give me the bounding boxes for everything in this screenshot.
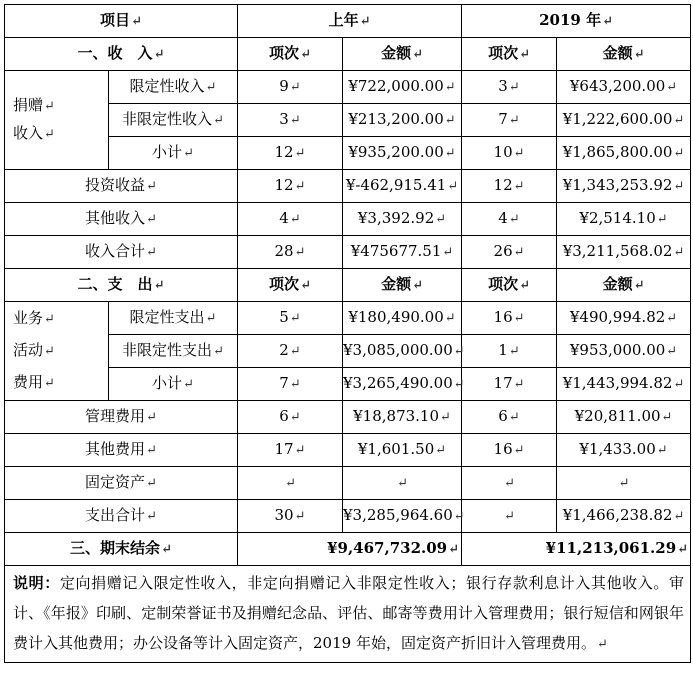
- prev-amount: ¥1,601.50↵: [343, 434, 462, 467]
- expense-header-row: [5, 269, 691, 302]
- prev-amount: ¥3,265,490.00↵: [343, 368, 462, 401]
- prev-amount: ¥3,285,964.60↵: [343, 500, 462, 533]
- row-label: 小计↵: [109, 368, 238, 401]
- row-label: 投资收益↵: [5, 170, 238, 203]
- header-row: [5, 5, 691, 38]
- income-prev-count-header: 项次↵: [238, 38, 343, 71]
- cur-amount: ¥3,211,568.02↵: [557, 236, 691, 269]
- prev-amount: ¥935,200.00↵: [343, 137, 462, 170]
- prev-amount: ↵: [343, 467, 462, 500]
- expense-prev-amount-header: 金额↵: [343, 269, 462, 302]
- expense-cur-amount-header: 金额↵: [557, 269, 691, 302]
- note-text: 说明：定向捐赠记入限定性收入，非定向捐赠记入非限定性收入；银行存款利息计入其他收入。审计、《年报》印刷、定制荣誉证书及捐赠纪念品、评估、邮寄等费用计入管理费用；银行短信和网银年费计入其他费用；办公设备等计入固定资产，2019 年始，固定资产折旧计入管理费用。↵: [5, 566, 691, 663]
- income-header-row: [5, 38, 691, 71]
- table-row: [5, 302, 691, 335]
- prev-count: 9↵: [238, 71, 343, 104]
- cur-count: 26↵: [462, 236, 557, 269]
- cur-amount: ¥1,865,800.00↵: [557, 137, 691, 170]
- cur-count: 10↵: [462, 137, 557, 170]
- row-label: 管理费用↵: [5, 401, 238, 434]
- expense-prev-count-header: 项次↵: [238, 269, 343, 302]
- business-expense-group-label: 业务↵ 活动↵ 费用↵: [5, 302, 109, 401]
- table-row: [5, 434, 691, 467]
- row-label: 限定性支出↵: [109, 302, 238, 335]
- prev-count: 12↵: [238, 137, 343, 170]
- income-cur-count-header: 项次↵: [462, 38, 557, 71]
- prev-count: 4↵: [238, 203, 343, 236]
- prev-count: 28↵: [238, 236, 343, 269]
- cur-count: 16↵: [462, 434, 557, 467]
- cur-count: 4↵: [462, 203, 557, 236]
- prev-amount: ¥3,392.92↵: [343, 203, 462, 236]
- header-current-year: 2019 年↵: [462, 5, 691, 38]
- expense-cur-count-header: 项次↵: [462, 269, 557, 302]
- row-label: 固定资产↵: [5, 467, 238, 500]
- table-row: [5, 71, 691, 104]
- income-cur-amount-header: 金额↵: [557, 38, 691, 71]
- cur-amount: ¥1,443,994.82↵: [557, 368, 691, 401]
- income-title: 一、收 入↵: [5, 38, 238, 71]
- prev-amount: ¥180,490.00↵: [343, 302, 462, 335]
- row-label: 小计↵: [109, 137, 238, 170]
- balance-cur-amount: ¥11,213,061.29↵: [462, 533, 691, 566]
- table-row: [5, 401, 691, 434]
- note-row: [5, 566, 691, 663]
- prev-count: ↵: [238, 467, 343, 500]
- prev-count: 7↵: [238, 368, 343, 401]
- row-label: 非限定性收入↵: [109, 104, 238, 137]
- prev-count: 2↵: [238, 335, 343, 368]
- table-row: [5, 467, 691, 500]
- cur-amount: ¥1,343,253.92↵: [557, 170, 691, 203]
- cur-count: 6↵: [462, 401, 557, 434]
- row-label: 其他收入↵: [5, 203, 238, 236]
- row-label: 收入合计↵: [5, 236, 238, 269]
- cur-amount: ¥1,433.00↵: [557, 434, 691, 467]
- prev-amount: ¥3,085,000.00↵: [343, 335, 462, 368]
- cur-count: 16↵: [462, 302, 557, 335]
- expense-title: 二、支 出↵: [5, 269, 238, 302]
- income-prev-amount-header: 金额↵: [343, 38, 462, 71]
- row-label: 其他费用↵: [5, 434, 238, 467]
- prev-amount: ¥475677.51↵: [343, 236, 462, 269]
- cur-count: 7↵: [462, 104, 557, 137]
- finance-table: [4, 4, 691, 663]
- prev-count: 3↵: [238, 104, 343, 137]
- row-label: 限定性收入↵: [109, 71, 238, 104]
- cur-count: ↵: [462, 467, 557, 500]
- prev-amount: ¥-462,915.41↵: [343, 170, 462, 203]
- prev-amount: ¥18,873.10↵: [343, 401, 462, 434]
- cur-amount: ¥643,200.00↵: [557, 71, 691, 104]
- cur-amount: ¥490,994.82↵: [557, 302, 691, 335]
- header-item: 项目↵: [5, 5, 238, 38]
- prev-count: 5↵: [238, 302, 343, 335]
- cur-amount: ¥1,466,238.82↵: [557, 500, 691, 533]
- table-row: [5, 500, 691, 533]
- cur-amount: ¥2,514.10↵: [557, 203, 691, 236]
- balance-row: [5, 533, 691, 566]
- balance-label: 三、期末结余↵: [5, 533, 238, 566]
- prev-amount: ¥213,200.00↵: [343, 104, 462, 137]
- cur-amount: ¥1,222,600.00↵: [557, 104, 691, 137]
- cur-count: 1↵: [462, 335, 557, 368]
- cur-amount: ¥953,000.00↵: [557, 335, 691, 368]
- prev-count: 30↵: [238, 500, 343, 533]
- row-label: 非限定性支出↵: [109, 335, 238, 368]
- prev-count: 17↵: [238, 434, 343, 467]
- row-label: 支出合计↵: [5, 500, 238, 533]
- prev-amount: ¥722,000.00↵: [343, 71, 462, 104]
- cur-count: 17↵: [462, 368, 557, 401]
- table-row: [5, 236, 691, 269]
- cur-count: 12↵: [462, 170, 557, 203]
- table-row: [5, 170, 691, 203]
- balance-prev-amount: ¥9,467,732.09↵: [238, 533, 462, 566]
- cur-count: 3↵: [462, 71, 557, 104]
- cur-count: ↵: [462, 500, 557, 533]
- prev-count: 12↵: [238, 170, 343, 203]
- table-row: [5, 203, 691, 236]
- donation-income-group-label: 捐赠↵ 收入↵: [5, 71, 109, 170]
- cur-amount: ¥20,811.00↵: [557, 401, 691, 434]
- header-prev-year: 上年↵: [238, 5, 462, 38]
- cur-amount: ↵: [557, 467, 691, 500]
- prev-count: 6↵: [238, 401, 343, 434]
